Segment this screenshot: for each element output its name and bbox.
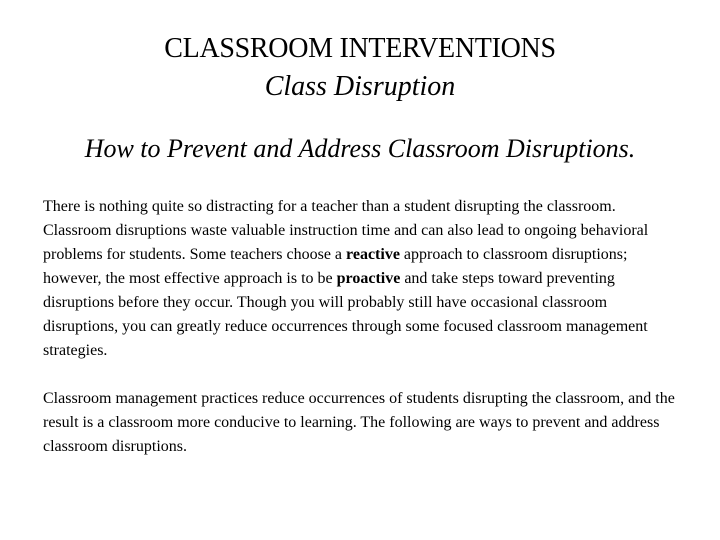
- body-paragraph-2: [43, 387, 683, 459]
- body-paragraph-1: [43, 195, 683, 363]
- section-heading: How to Prevent and Address Classroom Disruptions.: [84, 134, 636, 163]
- paragraph-2-text: Classroom management practices reduce occurrences of students disrupting the classroom, and the result is a classroom more conducive to learning. The following are ways to prevent and address classroom disruptions.: [43, 390, 675, 455]
- slide-subtitle: Class Disruption: [264, 71, 456, 102]
- paragraph-1-text-a: There is nothing quite so distracting for a teacher than a student disrupting the classroom. Classroom disruptions waste valuable instruction time and can also lead to ongoing behavioral problems for students. Some teachers choose a: [43, 198, 649, 263]
- slide-title: CLASSROOM INTERVENTIONS: [164, 33, 556, 64]
- proactive-term: proactive: [336, 270, 401, 287]
- title-block: [0, 30, 720, 106]
- paragraph-1-text-b: approach to classroom disruptions; however, the most effective approach is to be: [43, 246, 628, 287]
- paragraph-1-text-c: and take steps toward preventing disruptions before they occur. Though you will probably still have occasional classroom disruptions, you can greatly reduce occurrences through some focused classroom management strategies.: [43, 270, 648, 359]
- reactive-term: reactive: [346, 246, 400, 263]
